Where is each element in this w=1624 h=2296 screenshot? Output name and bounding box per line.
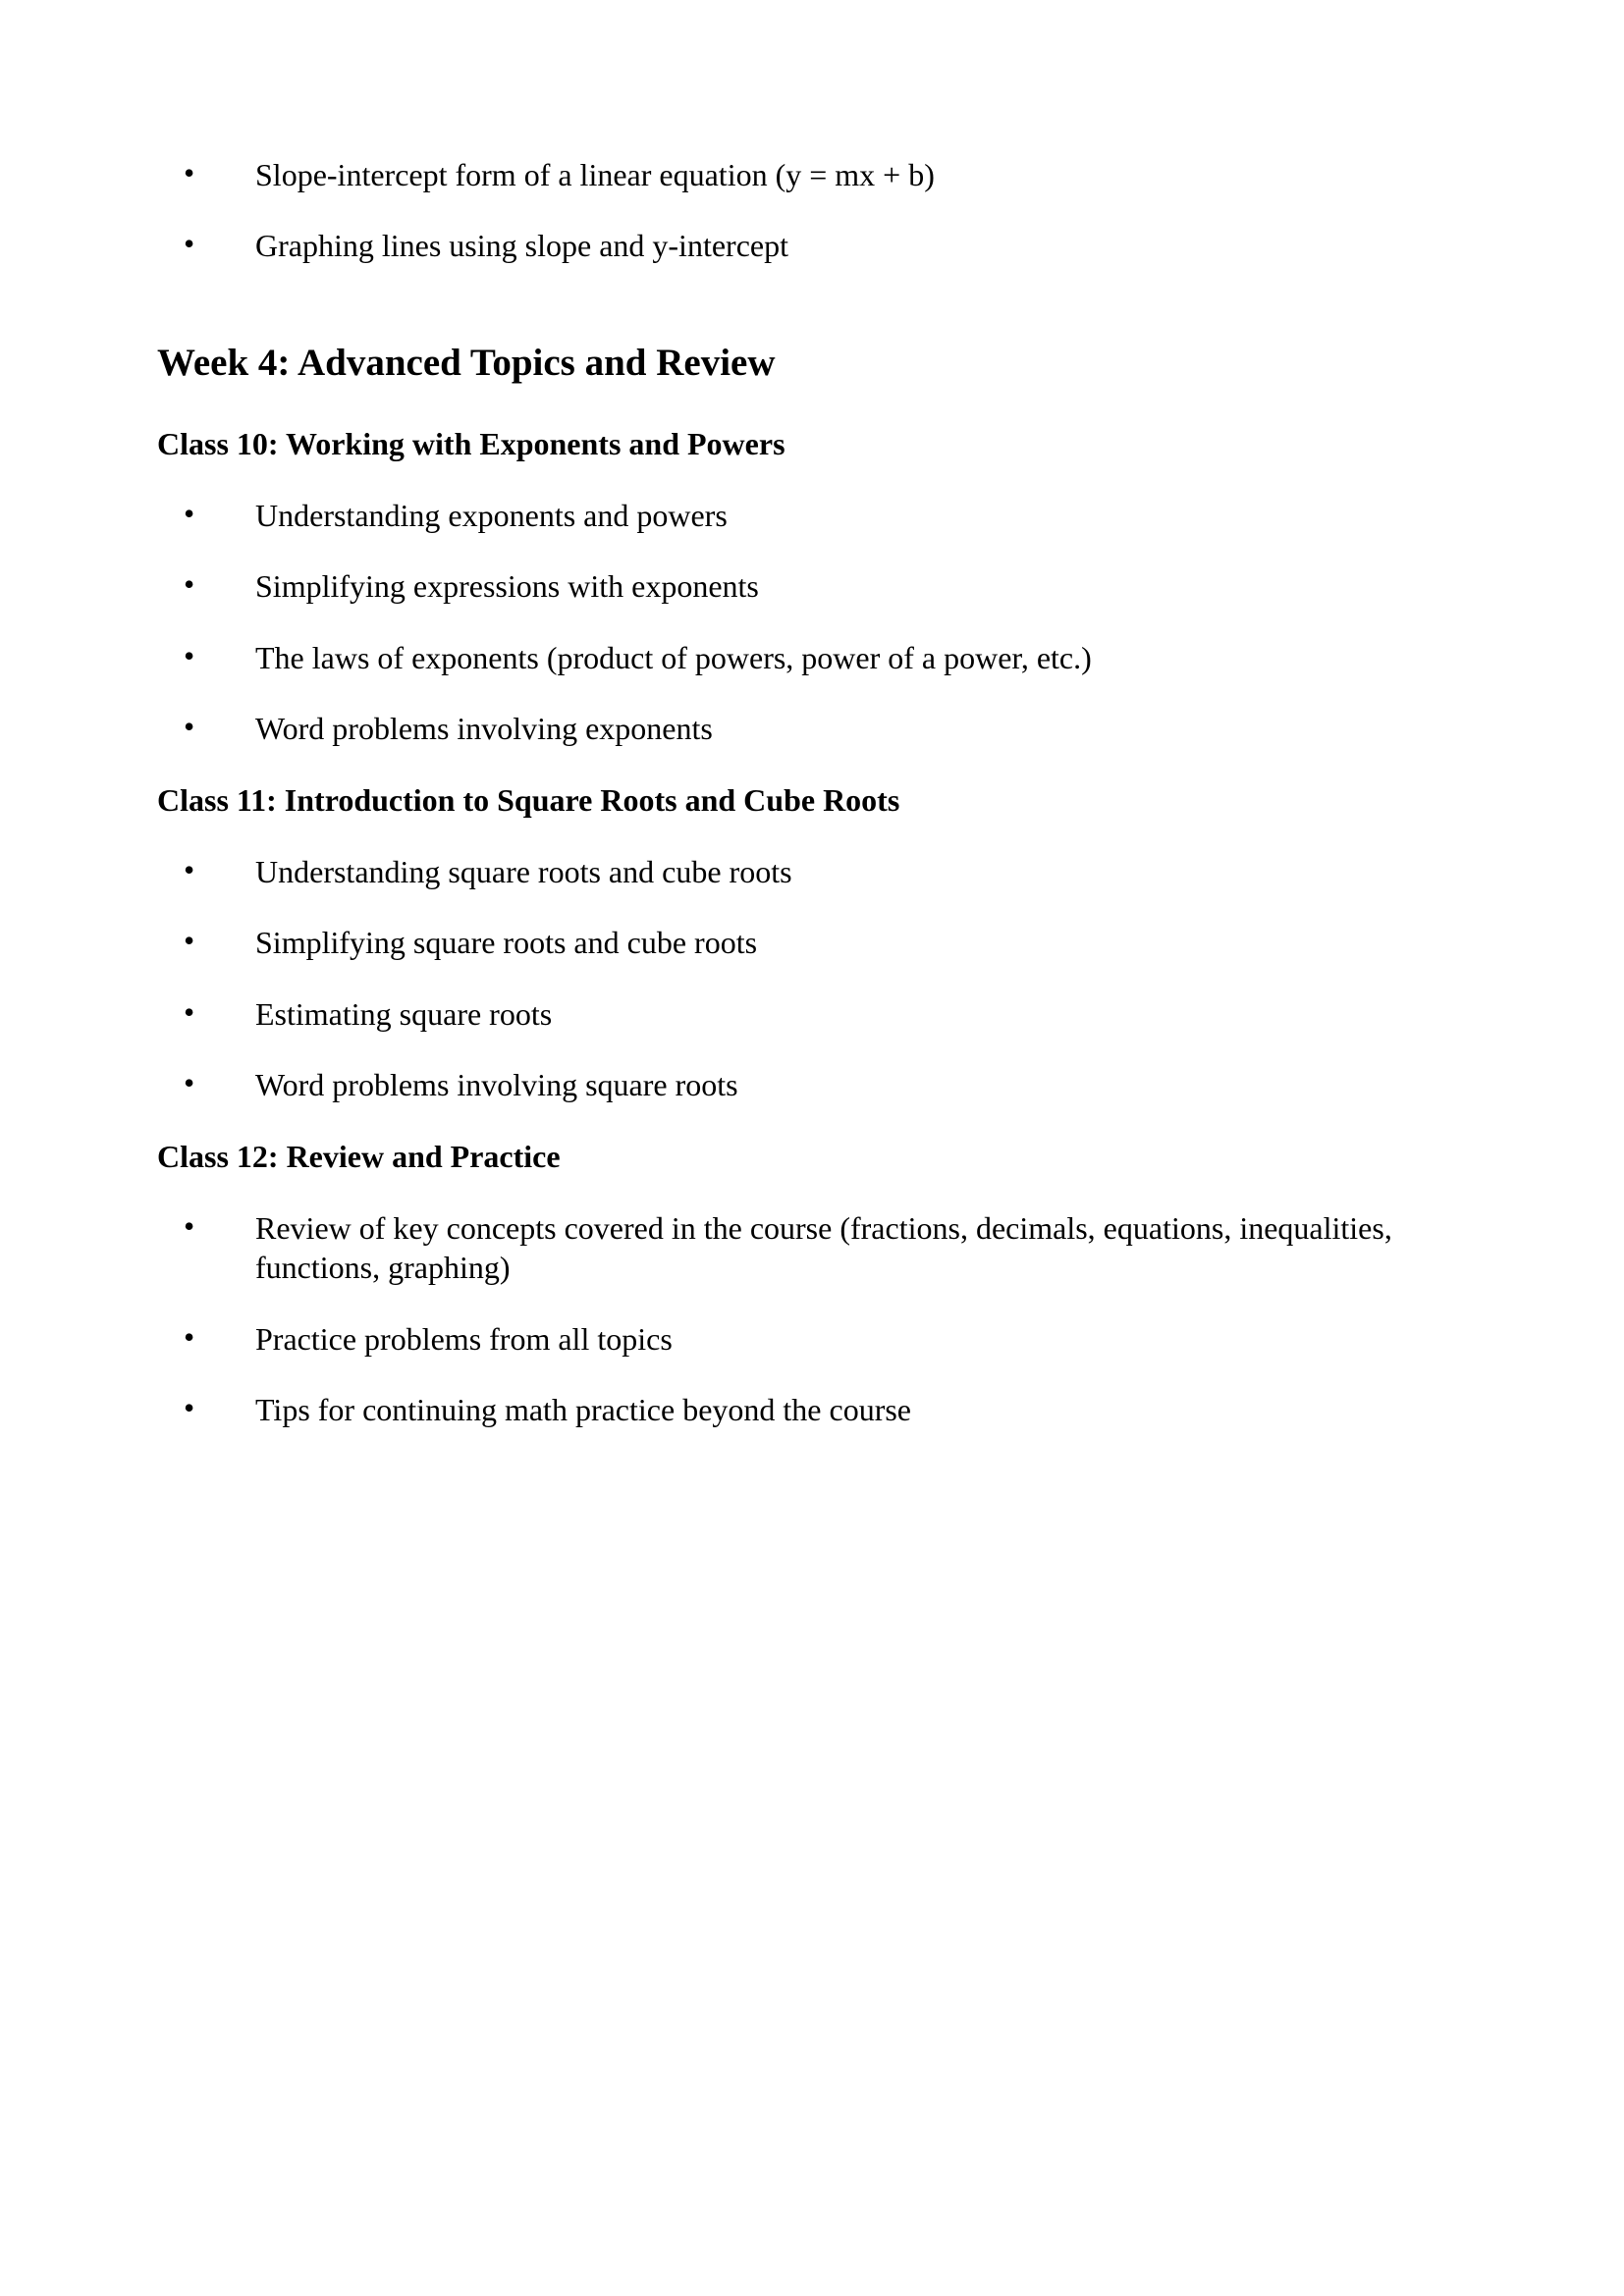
- bullet-glyph: •: [184, 923, 195, 958]
- bullet-glyph: •: [184, 1208, 195, 1244]
- bullet-glyph: •: [184, 1390, 195, 1425]
- list-item-text: Understanding square roots and cube roots: [255, 854, 792, 889]
- list-item-text: Simplifying expressions with exponents: [255, 568, 759, 604]
- list-item-text: Tips for continuing math practice beyond the course: [255, 1392, 911, 1427]
- bullet-glyph: •: [184, 226, 195, 261]
- list-item-text: Understanding exponents and powers: [255, 498, 728, 533]
- class-heading: Class 12: Review and Practice: [157, 1139, 561, 1174]
- list-item-text: Graphing lines using slope and y-intercept: [255, 228, 788, 263]
- class-heading: Class 10: Working with Exponents and Powers: [157, 426, 785, 461]
- list-item-text: The laws of exponents (product of powers, power of a power, etc.): [255, 640, 1092, 675]
- bullet-glyph: •: [184, 638, 195, 673]
- class-heading: Class 11: Introduction to Square Roots and Cube Roots: [157, 782, 900, 818]
- list-item-text: Slope-intercept form of a linear equation (y = mx + b): [255, 157, 935, 192]
- list-item-text: Simplifying square roots and cube roots: [255, 925, 758, 960]
- bullet-glyph: •: [184, 994, 195, 1030]
- bullet-glyph: •: [184, 1065, 195, 1100]
- bullet-glyph: •: [184, 155, 195, 190]
- bullet-glyph: •: [184, 1319, 195, 1355]
- bullet-glyph: •: [184, 566, 195, 602]
- list-item-text: Practice problems from all topics: [255, 1321, 673, 1357]
- bullet-glyph: •: [184, 709, 195, 744]
- bullet-glyph: •: [184, 496, 195, 531]
- list-item-text: Review of key concepts covered in the course (fractions, decimals, equations, inequalities, functions, graphing): [255, 1210, 1392, 1285]
- list-item-text: Word problems involving exponents: [255, 711, 713, 746]
- bullet-glyph: •: [184, 852, 195, 887]
- list-item-text: Word problems involving square roots: [255, 1067, 738, 1102]
- list-item-text: Estimating square roots: [255, 996, 553, 1032]
- section-heading: Week 4: Advanced Topics and Review: [157, 342, 776, 384]
